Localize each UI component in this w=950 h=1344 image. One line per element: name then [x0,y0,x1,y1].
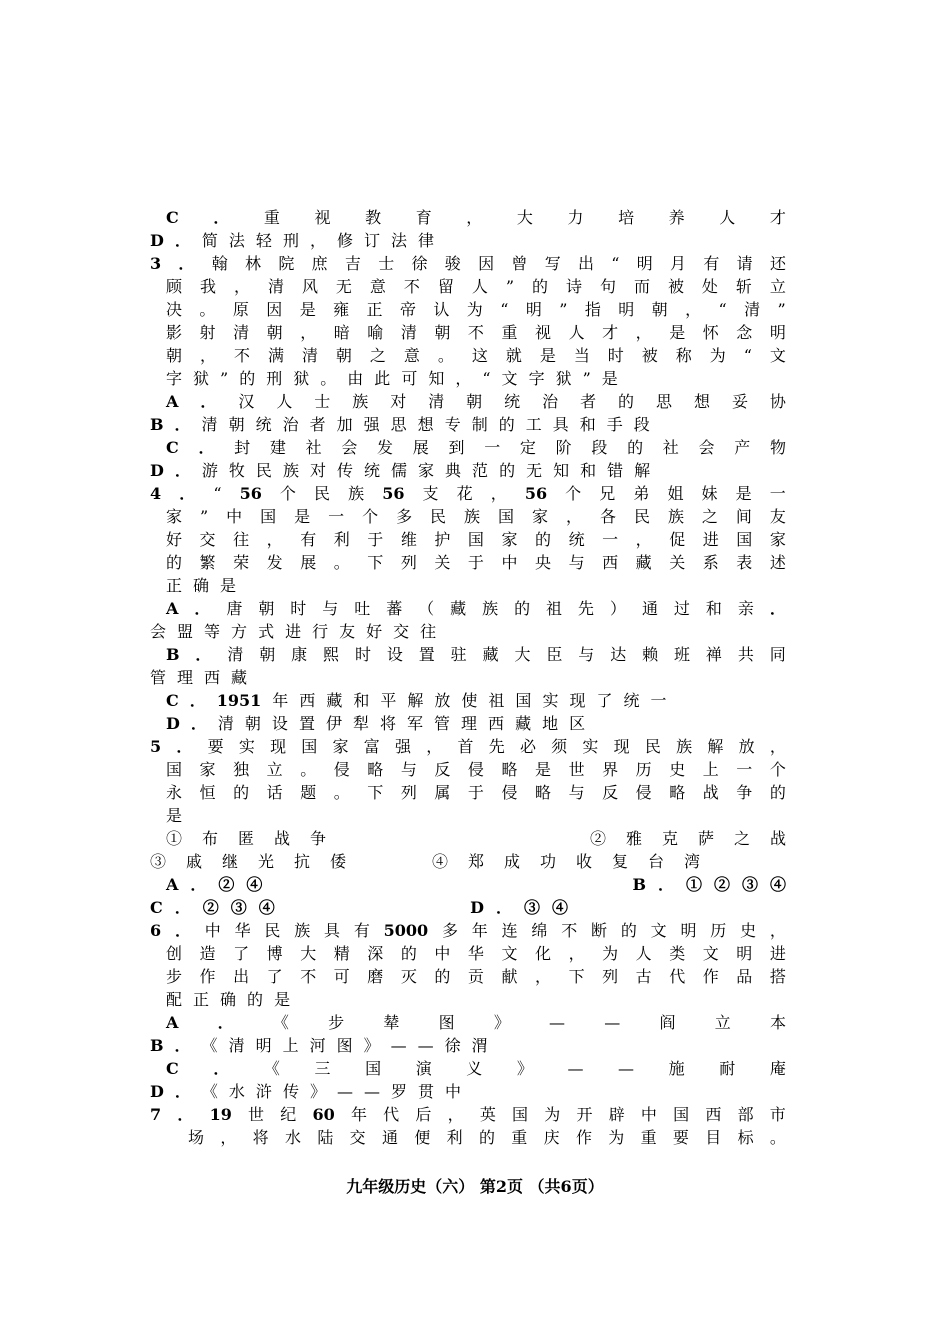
question-a-line: 字 狱 ” 的 刑 狱 。 由 此 可 知 ， “ 文 字 狱 ” 是 [166,369,618,388]
question-a-line: 好 交 往 ， 有 利 于 维 护 国 家 的 统 一 ， 促 进 国 家 [166,530,786,549]
option-2: ②雅克萨之战 [589,829,806,848]
question-a-line: A ． 唐 朝 时 与 吐 蕃 （ 藏 族 的 祖 先 ） 通 过 和 亲 ． [166,599,786,618]
question-a-line: D ． 游 牧 民 族 对 传 统 儒 家 典 范 的 无 知 和 错 解 [150,461,651,480]
question-b-line: 创 造 了 博 大 精 深 的 中 华 文 化 ， 为 人 类 文 明 进 [166,944,786,963]
answer-row-2 [150,896,786,919]
answer-b: B．①②③④ [632,875,798,894]
option-1: ①布匿战争 [166,829,347,848]
question-a-line: 朝 ， 不 满 清 朝 之 意 。 这 就 是 当 时 被 称 为 “ 文 [166,346,786,365]
question-a-line: 5 ． 要 实 现 国 家 富 强 ， 首 先 必 须 实 现 民 族 解 放 ， [150,737,786,756]
option-3: ③戚继光抗倭 [150,852,367,871]
question-b-line: B ． 《 清 明 上 河 图 》 — — 徐 渭 [150,1036,488,1055]
questions-block-a [150,206,786,827]
question-b-line: 配 正 确 的 是 [166,990,291,1009]
option-4: ④郑成功收复台湾 [431,852,720,871]
question-a-line: 影 射 清 朝 ， 暗 喻 清 朝 不 重 视 人 才 ， 是 怀 念 明 [166,323,786,342]
question-a-line: C ． 封 建 社 会 发 展 到 一 定 阶 段 的 社 会 产 物 [166,438,786,457]
question-a-line: 决 。 原 因 是 雍 正 帝 认 为 “ 明 ” 指 明 朝 ， “ 清 ” [166,300,786,319]
question-a-line: 国 家 独 立 。 侵 略 与 反 侵 略 是 世 界 历 史 上 一 个 [166,760,786,779]
question-a-line: 家 ” 中 国 是 一 个 多 民 族 国 家 ， 各 民 族 之 间 友 [166,507,786,526]
question-a-line: B ． 清 朝 统 治 者 加 强 思 想 专 制 的 工 具 和 手 段 [150,415,650,434]
question-a-line: 是 [166,806,183,825]
question-a-line: 的 繁 荣 发 展 。 下 列 关 于 中 央 与 西 藏 关 系 表 述 [166,553,786,572]
question-a-line: C ． 重 视 教 育 ， 大 力 培 养 人 才 [166,208,786,227]
question-a-line: D ． 简 法 轻 刑 ， 修 订 法 律 [150,231,435,250]
question-a-line: B ． 清 朝 康 熙 时 设 置 驻 藏 大 臣 与 达 赖 班 禅 共 同 [166,645,786,664]
question-a-line: 正 确 是 [166,576,237,595]
question-a-line: 管 理 西 藏 [150,668,248,687]
question-b-line: 步 作 出 了 不 可 磨 灭 的 贡 献 ， 下 列 古 代 作 品 搭 [166,967,786,986]
option-row-2 [150,850,786,873]
page-footer: 九年级历史（六） 第2页 （共6页） [346,1177,604,1196]
question-b-line: A ． 《 步 辇 图 》 — — 阎 立 本 [166,1013,786,1032]
question-b-line: 6 ． 中 华 民 族 具 有 5000 多 年 连 绵 不 断 的 文 明 历 史 ， [150,921,786,940]
questions-block-b [150,919,786,1149]
exam-content [150,206,806,1149]
question-b-line: C ． 《 三 国 演 义 》 — — 施 耐 庵 [166,1059,786,1078]
question-a-line: A ． 汉 人 士 族 对 清 朝 统 治 者 的 思 想 妥 协 [166,392,786,411]
question-a-line: 永 恒 的 话 题 。 下 列 属 于 侵 略 与 反 侵 略 战 争 的 [166,783,786,802]
question-a-line: 会 盟 等 方 式 进 行 友 好 交 往 [150,622,437,641]
answer-row-1 [150,873,798,896]
question-b-line: D ． 《 水 浒 传 》 — — 罗 贯 中 [150,1082,462,1101]
option-row-1 [150,827,806,850]
answer-c: C．②③④ [150,898,287,917]
question-a-line: D ． 清 朝 设 置 伊 犁 将 军 管 理 西 藏 地 区 [166,714,586,733]
question-a-line: 顾 我 ， 清 风 无 意 不 留 人 ” 的 诗 句 而 被 处 斩 立 [166,277,786,296]
answer-a: A．②④ [166,875,275,894]
answer-d: D．③④ [470,898,580,917]
question-a-line: 4 ． “ 56 个 民 族 56 支 花 ， 56 个 兄 弟 姐 妹 是 一 [150,484,786,503]
question-b-line: 7 ． 19 世 纪 60 年 代 后 ， 英 国 为 开 辟 中 国 西 部 市 [150,1105,786,1124]
question-b-line: 场 ， 将 水 陆 交 通 便 利 的 重 庆 作 为 重 要 目 标 。 [188,1128,786,1147]
question-a-line: C ． 1951 年 西 藏 和 平 解 放 使 祖 国 实 现 了 统 一 [166,691,667,710]
question-a-line: 3 ． 翰 林 院 庶 吉 士 徐 骏 因 曾 写 出 “ 明 月 有 请 还 [150,254,786,273]
